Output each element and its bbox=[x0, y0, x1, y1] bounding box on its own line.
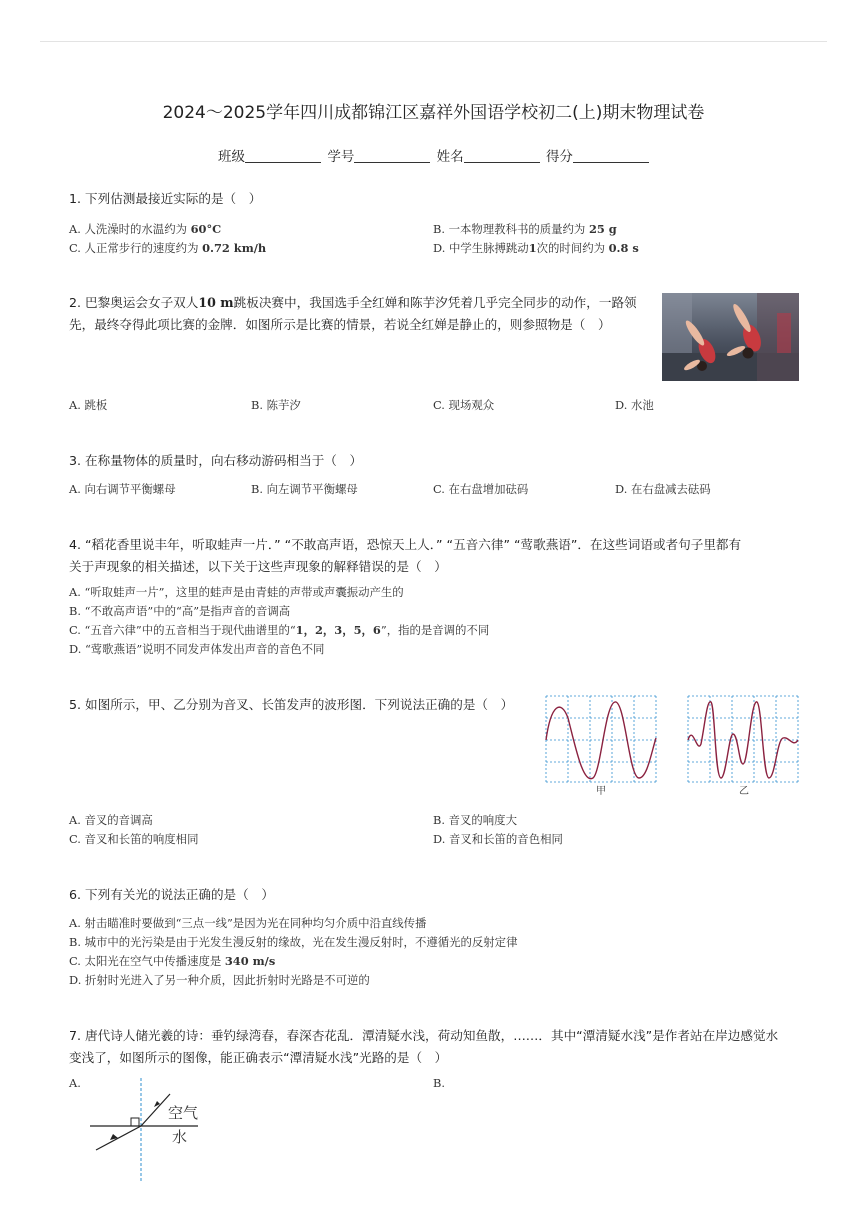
waveform-figure bbox=[543, 694, 803, 796]
question-5-stem: 5. 如图所示，甲、乙分别为音叉、长笛发声的波形图．下列说法正确的是（ ） bbox=[69, 697, 514, 712]
q1-option-a[interactable]: A. 人洗澡时的水温约为 60°C bbox=[69, 222, 222, 236]
q7-option-b[interactable]: B. bbox=[433, 1076, 445, 1090]
q4-option-a[interactable]: A. “听取蛙声一片”，这里的蛙声是由青蛙的声带或声囊振动产生的 bbox=[69, 585, 404, 599]
q1-option-d[interactable]: D. 中学生脉搏跳动1次的时间约为 0.8 s bbox=[433, 241, 639, 255]
q4-option-b[interactable]: B. “不敢高声语”中的“高”是指声音的音调高 bbox=[69, 604, 291, 618]
figure-label-yi: 乙 bbox=[739, 786, 749, 796]
q6-option-c[interactable]: C. 太阳光在空气中传播速度是 340 m/s bbox=[69, 954, 276, 968]
score-field[interactable]: 得分 bbox=[546, 145, 649, 165]
water-label: 水 bbox=[172, 1128, 188, 1146]
q2-option-a[interactable]: A. 跳板 bbox=[69, 398, 108, 412]
q1-option-b[interactable]: B. 一本物理教科书的质量约为 25 g bbox=[433, 222, 617, 236]
q4-option-d[interactable]: D. “莺歌燕语”说明不同发声体发出声音的音色不同 bbox=[69, 642, 325, 656]
q1-option-c[interactable]: C. 人正常步行的速度约为 0.72 km/h bbox=[69, 241, 267, 255]
q3-option-c[interactable]: C. 在右盘增加砝码 bbox=[433, 482, 529, 496]
figure-label-jia: 甲 bbox=[596, 786, 606, 796]
q3-option-d[interactable]: D. 在右盘减去砝码 bbox=[615, 482, 711, 496]
q6-option-a[interactable]: A. 射击瞄准时要做到“三点一线”是因为光在同种均匀介质中沿直线传播 bbox=[69, 916, 427, 930]
q6-option-b[interactable]: B. 城市中的光污染是由于光发生漫反射的缘故，光在发生漫反射时，不遵循光的反射定律 bbox=[69, 935, 518, 949]
q2-option-b[interactable]: B. 陈芋汐 bbox=[251, 398, 301, 412]
question-2-stem: 2. 巴黎奥运会女子双人10 m跳板决赛中，我国选手全红婵和陈芋汐凭着几乎完全同步的动作，一路领 先，最终夺得此项比赛的金牌．如图所示是比赛的情景，若说全红婵是静止的，则参照物是（ ） bbox=[69, 295, 637, 332]
question-1-stem: 1. 下列估测最接近实际的是（ ） bbox=[69, 191, 262, 206]
question-7-stem: 7. 唐代诗人储光羲的诗：垂钓绿湾春，春深杏花乱．潭清疑水浅，荷动知鱼散，……．其中“潭清疑水浅”是作者站在岸边感觉水 变浅了，如图所示的图像，能正确表示“潭清疑水浅”光路的是（ ） bbox=[69, 1028, 779, 1065]
refraction-diagram-a bbox=[88, 1076, 218, 1184]
question-6-stem: 6. 下列有关光的说法正确的是（ ） bbox=[69, 887, 274, 902]
q6-option-d[interactable]: D. 折射时光进入了另一种介质，因此折射时光路是不可逆的 bbox=[69, 973, 370, 987]
student-info-line bbox=[0, 145, 867, 165]
q2-option-d[interactable]: D. 水池 bbox=[615, 398, 654, 412]
air-label: 空气 bbox=[168, 1104, 199, 1122]
q5-option-b[interactable]: B. 音叉的响度大 bbox=[433, 813, 517, 827]
class-field[interactable]: 班级 bbox=[218, 145, 323, 165]
diving-photo bbox=[662, 293, 799, 381]
q4-option-c[interactable]: C. “五音六律”中的五音相当于现代曲谱里的“1，2，3，5，6”，指的是音调的不同 bbox=[69, 623, 490, 637]
page-top-rule bbox=[40, 41, 827, 42]
q3-option-a[interactable]: A. 向右调节平衡螺母 bbox=[69, 482, 176, 496]
student-id-field[interactable]: 学号 bbox=[327, 145, 432, 165]
q2-option-c[interactable]: C. 现场观众 bbox=[433, 398, 495, 412]
question-4-stem: 4. “稻花香里说丰年，听取蛙声一片．” “不敢高声语，恐惊天上人．” “五音六律” “莺歌燕语”．在这些词语或者句子里都有 关于声现象的相关描述，以下关于这些声现象的解释错误的是（ ） bbox=[69, 537, 742, 574]
q3-option-b[interactable]: B. 向左调节平衡螺母 bbox=[251, 482, 358, 496]
q5-option-d[interactable]: D. 音叉和长笛的音色相同 bbox=[433, 832, 563, 846]
question-3-stem: 3. 在称量物体的质量时，向右移动游码相当于（ ） bbox=[69, 453, 363, 468]
name-field[interactable]: 姓名 bbox=[437, 145, 542, 165]
page-title: 2024～2025学年四川成都锦江区嘉祥外国语学校初二(上)期末物理试卷 bbox=[162, 103, 705, 123]
q5-option-c[interactable]: C. 音叉和长笛的响度相同 bbox=[69, 832, 199, 846]
q7-option-a[interactable]: A. bbox=[69, 1076, 81, 1090]
q5-option-a[interactable]: A. 音叉的音调高 bbox=[69, 813, 153, 827]
